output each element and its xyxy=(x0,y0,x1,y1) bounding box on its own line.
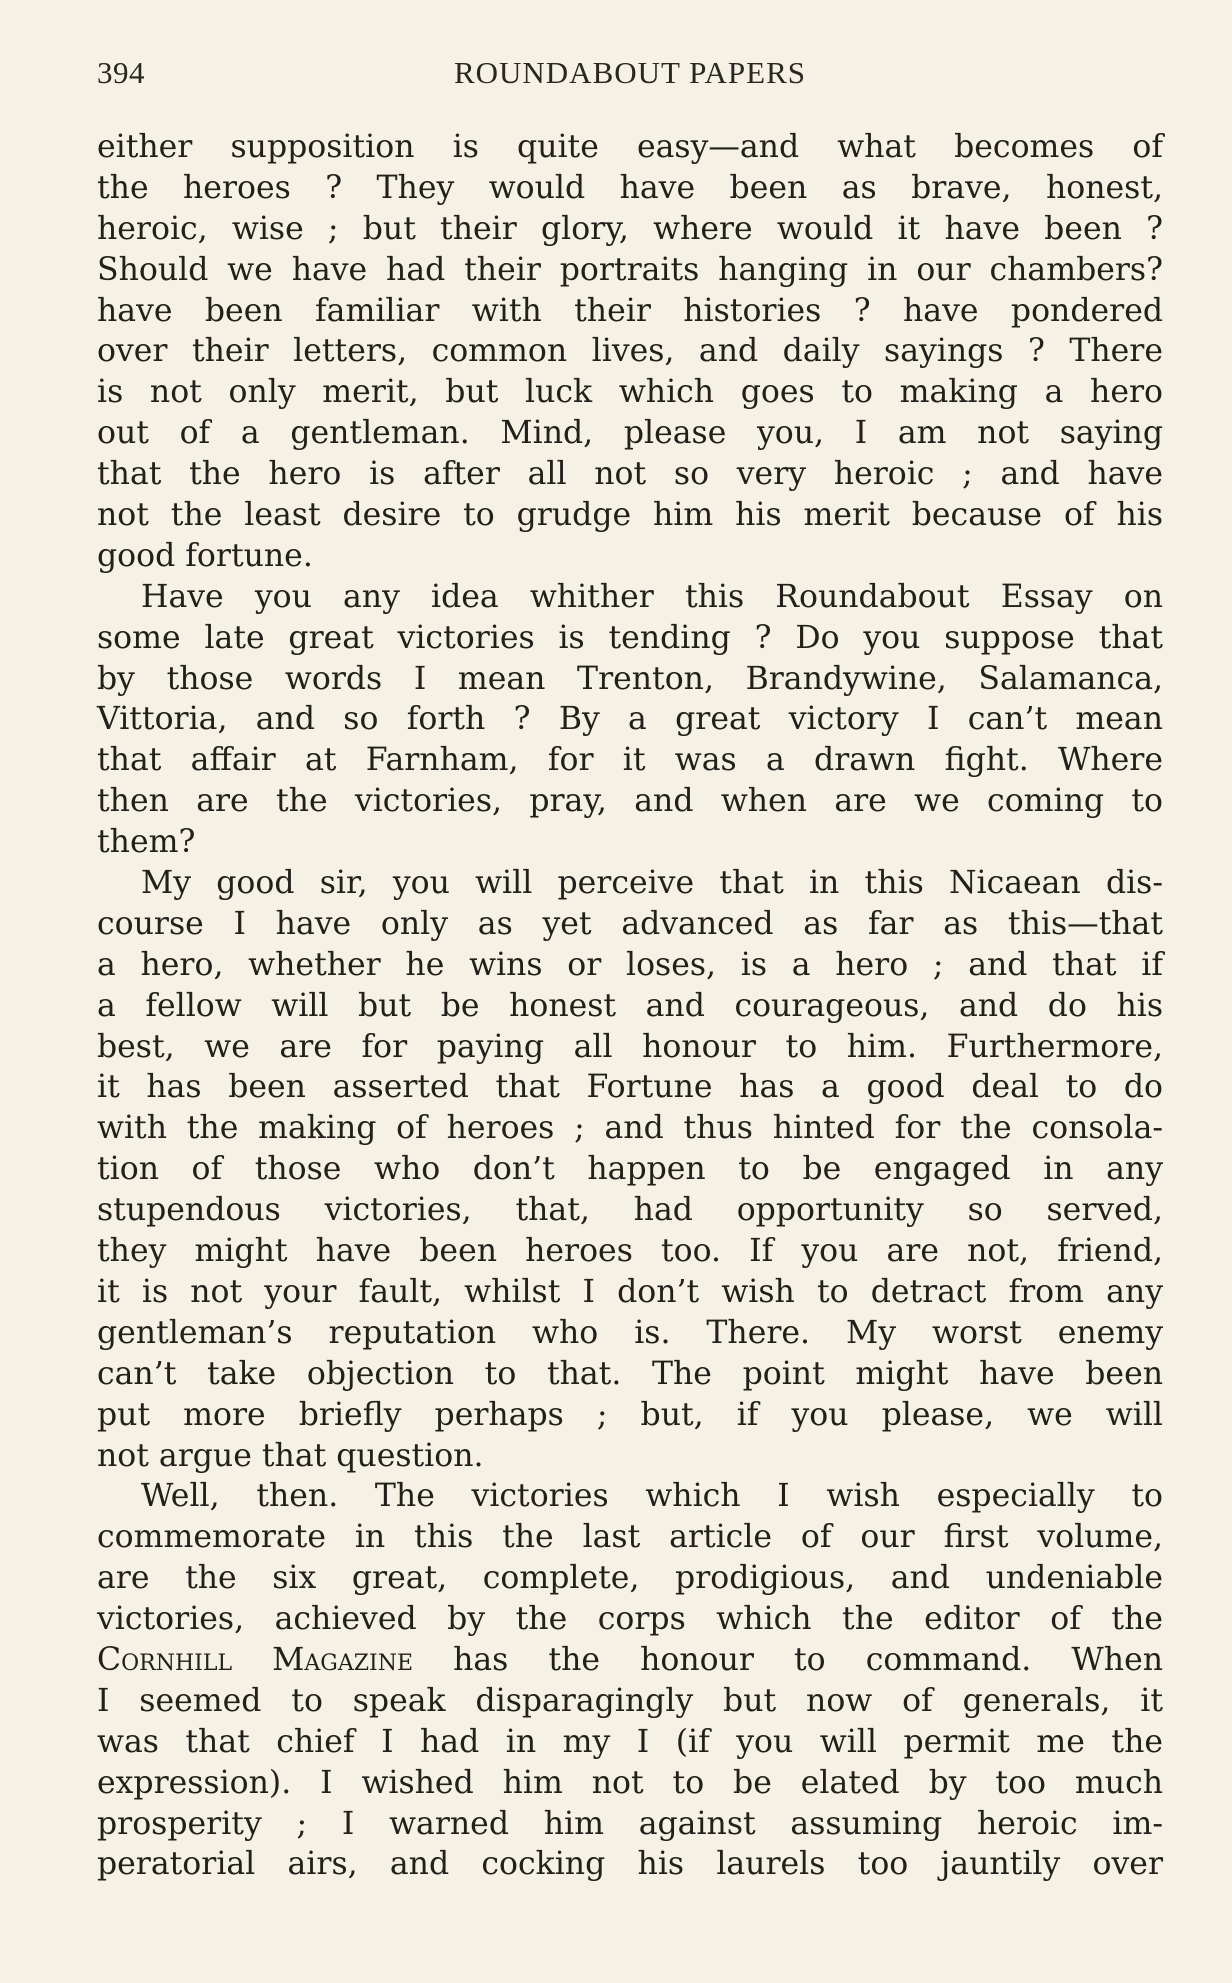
text-line: good fortune. xyxy=(97,537,313,574)
line-suffix: has the honour to command. When xyxy=(413,1641,1163,1678)
text-line-magazine xyxy=(97,1640,1163,1681)
text-line: I seemed to speak disparagingly but now of generals, it xyxy=(97,1682,1163,1719)
page-header xyxy=(97,55,1163,95)
text-line: either supposition is quite easy—and what becomes of xyxy=(97,129,1163,165)
text-line: put more briefly perhaps ; but, if you please, we will xyxy=(97,1396,1163,1433)
text-line: tion of those who don’t happen to be engaged in any xyxy=(97,1151,1163,1188)
text-line: are the six great, complete, prodigious, and undeniable xyxy=(97,1560,1163,1597)
text-line: they might have been heroes too. If you are not, friend, xyxy=(97,1233,1163,1270)
text-line: Should we have had their portraits hanging in our chambers? xyxy=(97,251,1163,288)
text-line: expression). I wished him not to be elated by too much xyxy=(97,1764,1163,1801)
text-line: not argue that question. xyxy=(97,1437,484,1474)
text-line: a hero, whether he wins or loses, is a hero ; and that if xyxy=(97,946,1163,983)
text-line: can’t take objection to that. The point might have been xyxy=(97,1355,1163,1392)
page-number: 394 xyxy=(97,55,145,90)
text-line: out of a gentleman. Mind, please you, I am not saying xyxy=(97,415,1163,452)
text-line: that the hero is after all not so very heroic ; and have xyxy=(97,456,1163,493)
text-line: best, we are for paying all honour to him. Furthermore, xyxy=(97,1028,1163,1065)
text-line: was that chief I had in my I (if you will permit me the xyxy=(97,1723,1163,1760)
text-line: is not only merit, but luck which goes to making a hero xyxy=(97,374,1163,411)
text-line: it has been asserted that Fortune has a good deal to do xyxy=(97,1069,1163,1106)
magazine-name: Cornhill Magazine xyxy=(97,1641,414,1678)
text-line: victories, achieved by the corps which the editor of the xyxy=(97,1601,1163,1638)
text-line: have been familiar with their histories ? have pondered xyxy=(97,292,1163,329)
text-line: not the least desire to grudge him his merit because of his xyxy=(97,497,1163,534)
body-text xyxy=(97,127,1163,1885)
text-line: by those words I mean Trenton, Brandywine, Salamanca, xyxy=(97,660,1163,697)
text-line: prosperity ; I warned him against assuming heroic im- xyxy=(97,1805,1163,1842)
text-line: over their letters, common lives, and daily sayings ? There xyxy=(97,333,1163,370)
text-line: some late great victories is tending ? Do you suppose that xyxy=(97,619,1163,656)
paragraph-first-line: Well, then. The victories which I wish especially to xyxy=(141,1478,1163,1515)
text-line: Vittoria, and so forth ? By a great victory I can’t mean xyxy=(97,701,1163,738)
text-line: commemorate in this the last article of our first volume, xyxy=(97,1519,1163,1556)
text-line: them? xyxy=(97,824,196,861)
text-line: a fellow will but be honest and courageous, and do his xyxy=(97,987,1163,1024)
text-line: the heroes ? They would have been as brave, honest, xyxy=(97,169,1163,206)
text-line: with the making of heroes ; and thus hinted for the consola- xyxy=(97,1110,1163,1147)
text-line: peratorial airs, and cocking his laurels too jauntily over xyxy=(97,1846,1163,1883)
text-line: gentleman’s reputation who is. There. My worst enemy xyxy=(97,1314,1163,1351)
text-line: course I have only as yet advanced as far as this—that xyxy=(97,905,1163,942)
running-title: ROUNDABOUT PAPERS xyxy=(453,55,807,90)
paragraph-first-line: Have you any idea whither this Roundabout Essay on xyxy=(141,578,1163,615)
text-line: stupendous victories, that, had opportunity so served, xyxy=(97,1192,1163,1229)
paragraph-first-line: My good sir, you will perceive that in this Nicaean dis- xyxy=(141,865,1163,902)
text-line: heroic, wise ; but their glory, where would it have been ? xyxy=(97,210,1163,247)
text-line: it is not your fault, whilst I don’t wish to detract from any xyxy=(97,1273,1163,1310)
text-line: that affair at Farnham, for it was a drawn fight. Where xyxy=(97,742,1163,779)
text-line: then are the victories, pray, and when are we coming to xyxy=(97,783,1163,820)
